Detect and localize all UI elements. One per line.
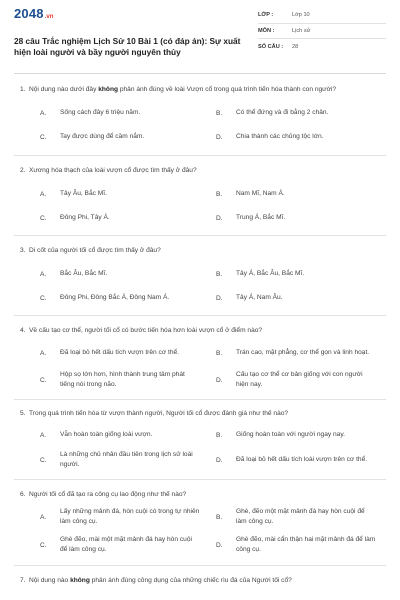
option-a[interactable]: [32, 507, 208, 527]
options: [14, 427, 386, 471]
option-text: Đông Phi, Đông Bắc Á, Đông Nam Á.: [60, 294, 170, 301]
option-letter: D.: [216, 541, 223, 549]
question-7: [14, 576, 386, 586]
question-number: 5.: [20, 410, 26, 417]
option-c[interactable]: [32, 293, 208, 303]
option-d[interactable]: [208, 293, 384, 303]
meta-label: MÔN :: [258, 27, 275, 34]
question-6: [14, 490, 386, 566]
option-text: Trán cao, mặt phẳng, cơ thể gọn và linh hoạt.: [236, 349, 370, 356]
question-number: 1.: [20, 86, 26, 93]
question-5: [14, 409, 386, 480]
option-text: Có thể đứng và đi bằng 2 chân.: [236, 109, 329, 116]
divider: [14, 399, 386, 400]
meta-row-subject: [258, 24, 386, 40]
divider: [14, 565, 386, 566]
header-left: [14, 6, 244, 73]
option-letter: B.: [216, 431, 223, 439]
option-letter: A.: [40, 190, 47, 198]
option-text: Tay được dùng để cầm nắm.: [60, 133, 145, 140]
option-text: Chia thành các chủng tộc lớn.: [236, 133, 324, 140]
options: [14, 266, 386, 306]
question-number: 7.: [20, 577, 26, 584]
option-b[interactable]: [208, 108, 384, 118]
meta-value: 28: [292, 43, 299, 50]
option-b[interactable]: [208, 507, 384, 527]
option-text: Sống cách đây 6 triệu năm.: [60, 109, 141, 116]
option-d[interactable]: [208, 455, 384, 465]
option-text: Ghè đẽo, mài cẩn thận hai mặt mảnh đá để làm công cụ.: [236, 536, 376, 553]
option-letter: C.: [40, 456, 47, 464]
option-letter: C.: [40, 541, 47, 549]
option-a[interactable]: [32, 108, 208, 118]
option-b[interactable]: [208, 269, 384, 279]
question-3: [14, 246, 386, 316]
question-number: 3.: [20, 247, 26, 254]
meta-value: Lịch sử: [292, 27, 311, 34]
divider: [14, 479, 386, 480]
divider: [14, 315, 386, 316]
option-b[interactable]: [208, 348, 384, 358]
question-1: [14, 85, 386, 156]
option-text: Vẫn hoàn toàn giống loài vượn.: [60, 431, 153, 438]
option-letter: D.: [216, 294, 223, 302]
option-c[interactable]: [32, 450, 208, 470]
option-letter: C.: [40, 376, 47, 384]
meta-label: SỐ CÂU :: [258, 43, 284, 50]
meta-row-class: [258, 8, 386, 24]
option-letter: B.: [216, 513, 223, 521]
question-number: 2.: [20, 167, 26, 174]
option-text: Nam Mĩ, Nam Á.: [236, 190, 285, 197]
options: [14, 506, 386, 556]
option-b[interactable]: [208, 189, 384, 199]
question-text: Về cấu tạo cơ thể, người tối cổ có bước tiến hóa hơn loài vượn cổ ở điểm nào?: [29, 327, 263, 334]
question-text: Xương hóa thạch của loài vượn cổ được tìm thấy ở đâu?: [29, 167, 197, 174]
option-letter: A.: [40, 270, 47, 278]
meta-table: [258, 6, 386, 73]
document-title: 28 câu Trắc nghiệm Lịch Sử 10 Bài 1 (có đáp án): Sự xuất hiện loài người và bầy người nguyên thủy: [14, 36, 241, 57]
option-letter: A.: [40, 349, 47, 357]
question-text: Di cốt của người tối cổ được tìm thấy ở đâu?: [29, 247, 161, 254]
option-d[interactable]: [208, 535, 384, 555]
option-letter: A.: [40, 109, 47, 117]
option-text: Cấu tạo cơ thể cơ bản giống với con người hiện nay.: [236, 371, 363, 388]
question-text: Người tối cổ đã tạo ra công cụ lao động như thế nào?: [29, 491, 187, 498]
option-letter: C.: [40, 294, 47, 302]
option-a[interactable]: [32, 269, 208, 279]
option-d[interactable]: [208, 213, 384, 223]
option-text: Đã loại bỏ hết dấu tích vượn trên cơ thể.: [60, 349, 179, 356]
options: [14, 105, 386, 145]
option-text: Giống hoàn toàn với người ngay nay.: [236, 431, 345, 438]
question-number: 4.: [20, 327, 26, 334]
option-text: Đã loại bỏ hết dấu tích loài vượn trên cơ thể.: [236, 456, 368, 463]
page-header: [14, 6, 386, 74]
option-letter: B.: [216, 190, 223, 198]
option-letter: D.: [216, 376, 223, 384]
option-text: Đông Phi, Tây Á.: [60, 214, 110, 221]
option-text: Ghè, đẽo một mặt mảnh đá hay hòn cuội để làm công cụ.: [236, 508, 365, 525]
option-letter: A.: [40, 431, 47, 439]
option-c[interactable]: [32, 132, 208, 142]
option-text: Tây Á, Nam Âu.: [236, 294, 283, 301]
logo-main-text: 2048: [14, 6, 44, 21]
option-letter: C.: [40, 214, 47, 222]
option-text: Lấy những mảnh đá, hòn cuội có trong tự nhiên làm công cụ.: [60, 508, 200, 525]
meta-label: LỚP :: [258, 12, 274, 19]
option-text: Trung Á, Bắc Mĩ.: [236, 214, 286, 221]
option-d[interactable]: [208, 132, 384, 142]
option-letter: D.: [216, 456, 223, 464]
options: [14, 342, 386, 391]
meta-row-count: [258, 39, 386, 55]
option-text: Tây Á, Bắc Âu, Bắc Mĩ.: [236, 270, 305, 277]
option-text: Tây Âu, Bắc Mĩ.: [60, 190, 107, 197]
option-letter: B.: [216, 109, 223, 117]
option-a[interactable]: [32, 189, 208, 199]
option-a[interactable]: [32, 430, 208, 440]
option-letter: C.: [40, 133, 47, 141]
option-d[interactable]: [208, 370, 384, 390]
option-letter: D.: [216, 133, 223, 141]
question-number: 6.: [20, 491, 26, 498]
option-letter: A.: [40, 513, 47, 521]
option-text: Bắc Âu, Bắc Mĩ.: [60, 270, 108, 277]
option-a[interactable]: [32, 348, 208, 358]
logo-domain-text: .vn: [44, 14, 54, 20]
option-c[interactable]: [32, 535, 208, 555]
option-text: Hộp sọ lớn hơn, hình thành trung tâm phát tiếng nói trong não.: [60, 371, 185, 388]
question-text: Nội dung nào dưới đây không phản ánh đúng về loài Vượn cổ trong quá trình tiến hóa thành con người?: [29, 86, 337, 93]
option-c[interactable]: [32, 213, 208, 223]
option-text: Ghè đẽo, mài một mặt mảnh đá hay hòn cuội để làm công cụ.: [60, 536, 192, 553]
divider: [14, 155, 386, 156]
option-letter: B.: [216, 270, 223, 278]
option-text: Là những chủ nhân đầu tiên trong lịch sử loài người.: [60, 451, 193, 468]
divider: [14, 235, 386, 236]
option-letter: D.: [216, 214, 223, 222]
options: [14, 186, 386, 226]
site-logo[interactable]: [14, 6, 244, 24]
question-2: [14, 166, 386, 236]
option-letter: B.: [216, 349, 223, 357]
option-b[interactable]: [208, 430, 384, 440]
meta-value: Lớp 10: [292, 12, 310, 19]
question-text: Trong quá trình tiến hóa từ vượn thành người, Người tối cổ được đánh giá như thế nào?: [29, 410, 289, 417]
question-4: [14, 326, 386, 400]
question-text: Nội dung nào không phản ánh đúng công dụng của những chiếc rìu đá của Người tối cổ?: [29, 577, 292, 584]
option-c[interactable]: [32, 370, 208, 390]
